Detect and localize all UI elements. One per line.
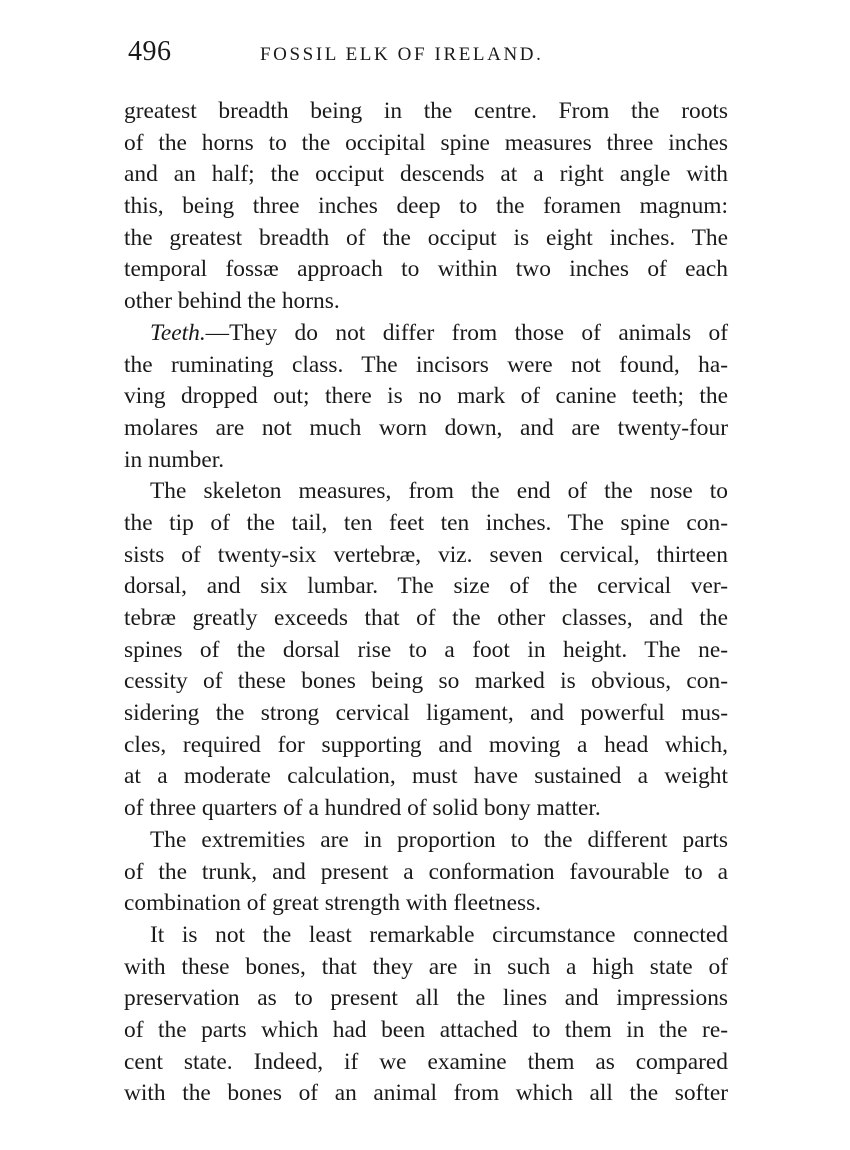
text-line	[124, 318, 728, 350]
text-line: cles, required for supporting and moving a head which,	[124, 731, 728, 758]
page-number: 496	[128, 36, 172, 67]
text-run: —They do not differ from those of animals of	[205, 319, 728, 346]
text-line: other behind the horns.	[124, 288, 340, 315]
text-line: of the trunk, and present a conformation favourable to a	[124, 858, 728, 885]
text-line: in number.	[124, 446, 225, 473]
paragraph	[124, 825, 728, 920]
text-line: tebræ greatly exceeds that of the other classes, and the	[124, 605, 728, 631]
text-line: of the horns to the occipital spine measures three inches	[124, 129, 728, 156]
text-line: with these bones, that they are in such a high state of	[124, 953, 728, 980]
text-line: The extremities are in proportion to the different parts	[150, 826, 728, 853]
text-line: of three quarters of a hundred of solid bony matter.	[124, 795, 601, 822]
paragraph	[124, 920, 728, 1110]
text-line: the tip of the tail, ten feet ten inches. The spine con-	[124, 509, 728, 536]
running-head: FOSSIL ELK OF IRELAND.	[260, 44, 544, 65]
text-line: ving dropped out; there is no mark of canine teeth; the	[124, 383, 728, 410]
text-line: of the parts which had been attached to them in the re-	[124, 1016, 728, 1043]
text-line: dorsal, and six lumbar. The size of the cervical ver-	[124, 573, 728, 600]
text-line: greatest breadth being in the centre. From the roots	[124, 98, 728, 124]
text-line: cessity of these bones being so marked is obvious, con-	[124, 668, 728, 695]
text-line: combination of great strength with fleetness.	[124, 890, 542, 917]
text-line: the ruminating class. The incisors were not found, ha-	[124, 351, 728, 378]
text-line: with the bones of an animal from which all the softer	[124, 1080, 728, 1107]
text-line: the greatest breadth of the occiput is eight inches. The	[124, 224, 728, 251]
text-line: sists of twenty-six vertebræ, viz. seven cervical, thirteen	[124, 541, 728, 568]
text-line: molares are not much worn down, and are twenty-four	[124, 414, 728, 441]
paragraph	[124, 318, 728, 476]
paragraph	[124, 96, 728, 318]
text-line: and an half; the occiput descends at a right angle with	[124, 161, 728, 188]
text-line: It is not the least remarkable circumstance connected	[150, 921, 728, 948]
italic-lead: Teeth.	[150, 319, 206, 346]
body-text	[124, 96, 728, 1110]
text-line: this, being three inches deep to the foramen magnum:	[124, 193, 728, 220]
paragraph	[124, 476, 728, 825]
text-line: at a moderate calculation, must have sustained a weight	[124, 763, 728, 790]
page-header	[128, 36, 728, 76]
text-line: temporal fossæ approach to within two inches of each	[124, 256, 728, 283]
text-line: spines of the dorsal rise to a foot in height. The ne-	[124, 636, 728, 663]
text-line: The skeleton measures, from the end of the nose to	[150, 478, 728, 505]
text-line: cent state. Indeed, if we examine them as compared	[124, 1048, 728, 1075]
text-line: sidering the strong cervical ligament, and powerful mus-	[124, 700, 728, 727]
text-line: preservation as to present all the lines and impressions	[124, 985, 728, 1012]
